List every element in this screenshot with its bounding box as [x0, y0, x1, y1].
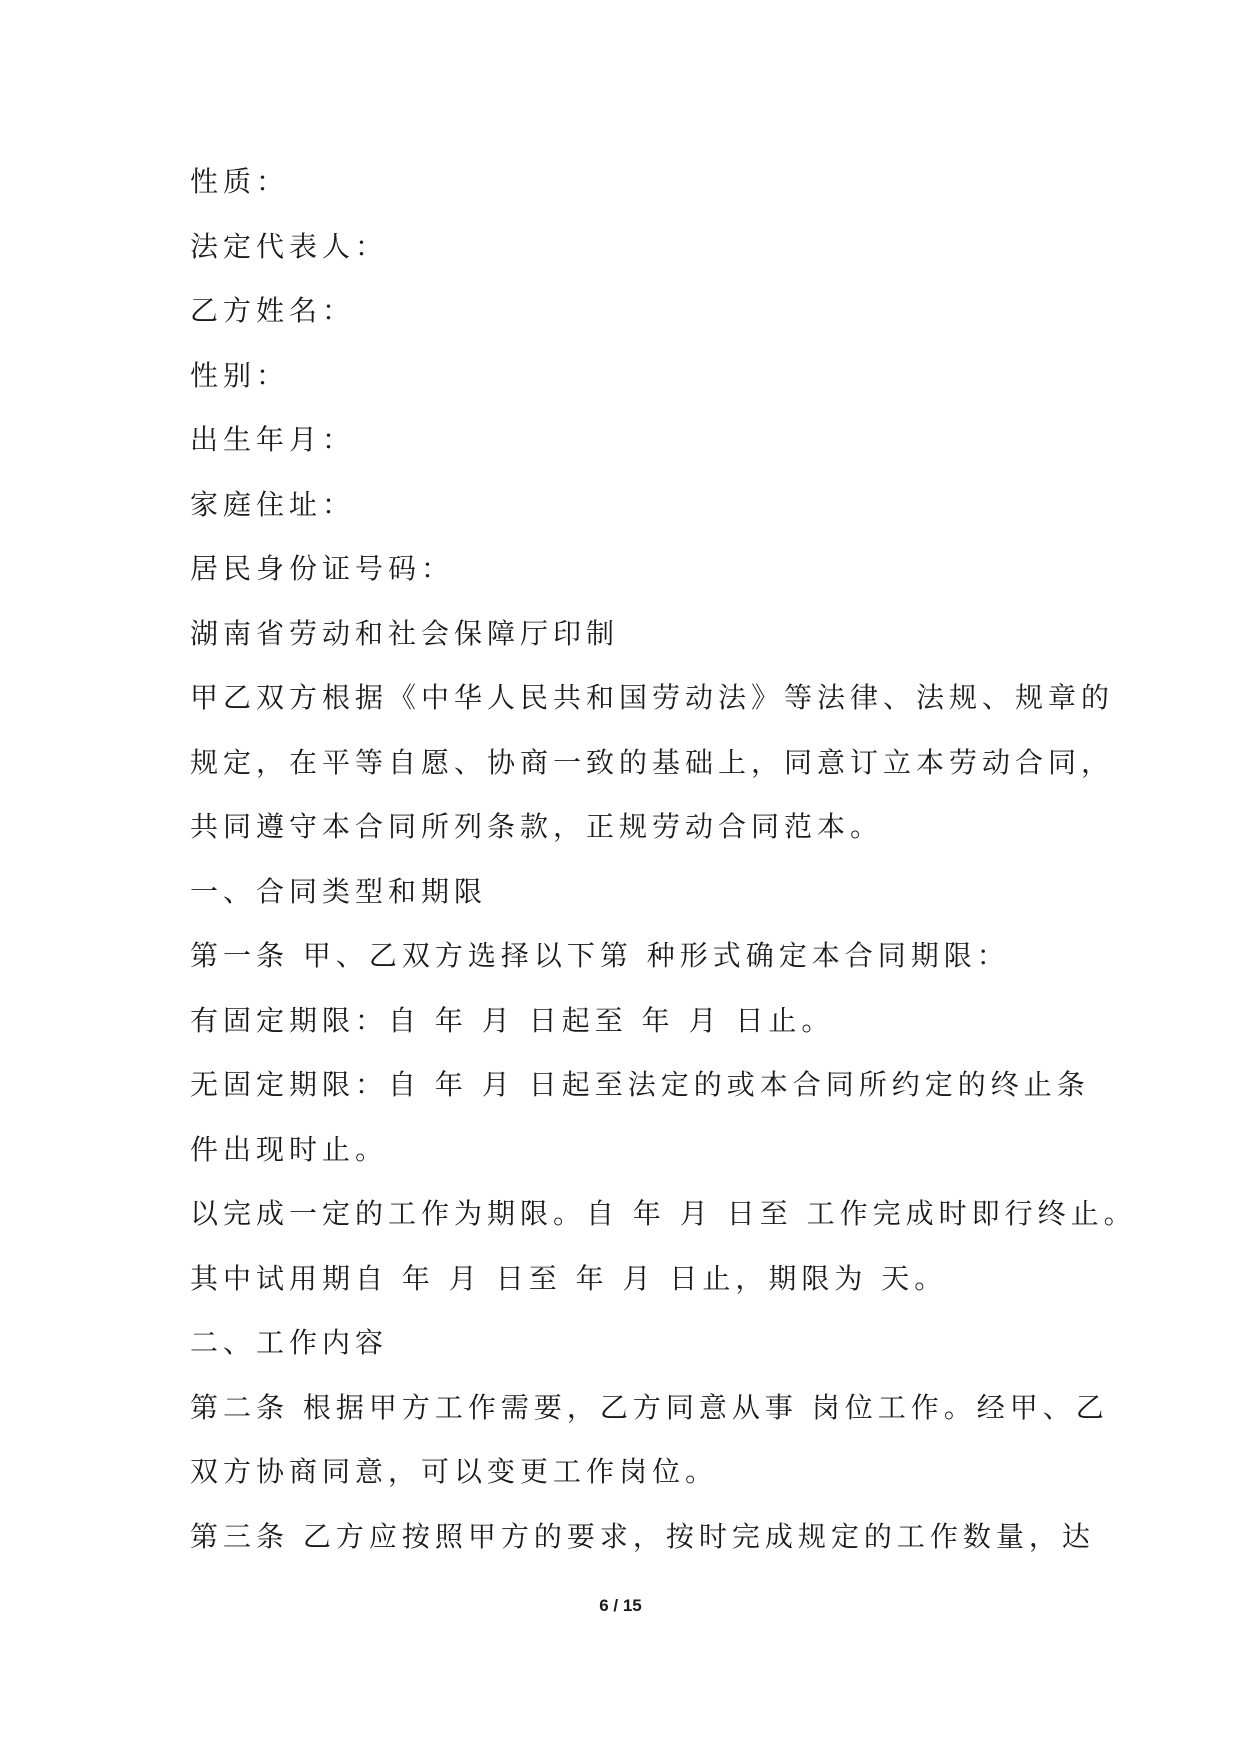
page-number: 6 / 15: [599, 1596, 642, 1615]
paragraph-line: 件出现时止。: [190, 1132, 389, 1166]
paragraph-line: 双方协商同意，可以变更工作岗位。: [190, 1455, 719, 1488]
field-home-address: 家庭住址：: [190, 487, 356, 521]
field-gender: 性别：: [190, 358, 290, 392]
field-id-number: 居民身份证号码：: [190, 552, 455, 585]
paragraph-line: 其中试用期自 年 月 日至 年 月 日止，期限为 天。: [190, 1261, 948, 1295]
article-line: 第三条 乙方应按照甲方的要求，按时完成规定的工作数量，达: [190, 1519, 1095, 1553]
field-party-b-name: 乙方姓名：: [190, 294, 356, 327]
paragraph-line: 规定，在平等自愿、协商一致的基础上，同意订立本劳动合同，: [190, 745, 1115, 779]
document-body: [190, 150, 1137, 1569]
paragraph-line: 以完成一定的工作为期限。自 年 月 日至 工作完成时即行终止。: [190, 1197, 1137, 1230]
paragraph-line: 有固定期限：自 年 月 日起至 年 月 日止。: [190, 1003, 835, 1037]
section-heading: 二、工作内容: [190, 1326, 389, 1359]
paragraph-line: 甲乙双方根据《中华人民共和国劳动法》等法律、法规、规章的: [190, 681, 1115, 714]
article-line: 第二条 根据甲方工作需要，乙方同意从事 岗位工作。经甲、乙: [190, 1390, 1109, 1424]
publisher-line: 湖南省劳动和社会保障厅印制: [190, 616, 620, 650]
paragraph-line: 无固定期限：自 年 月 日起至法定的或本合同所约定的终止条: [190, 1068, 1090, 1101]
field-birth-date: 出生年月：: [190, 423, 356, 456]
article-line: 第一条 甲、乙双方选择以下第 种形式确定本合同期限：: [190, 939, 1010, 972]
field-legal-representative: 法定代表人：: [190, 229, 389, 263]
paragraph-line: 共同遵守本合同所列条款，正规劳动合同范本。: [190, 810, 884, 843]
section-heading: 一、合同类型和期限: [190, 874, 488, 908]
field-nature: 性质：: [190, 165, 290, 198]
